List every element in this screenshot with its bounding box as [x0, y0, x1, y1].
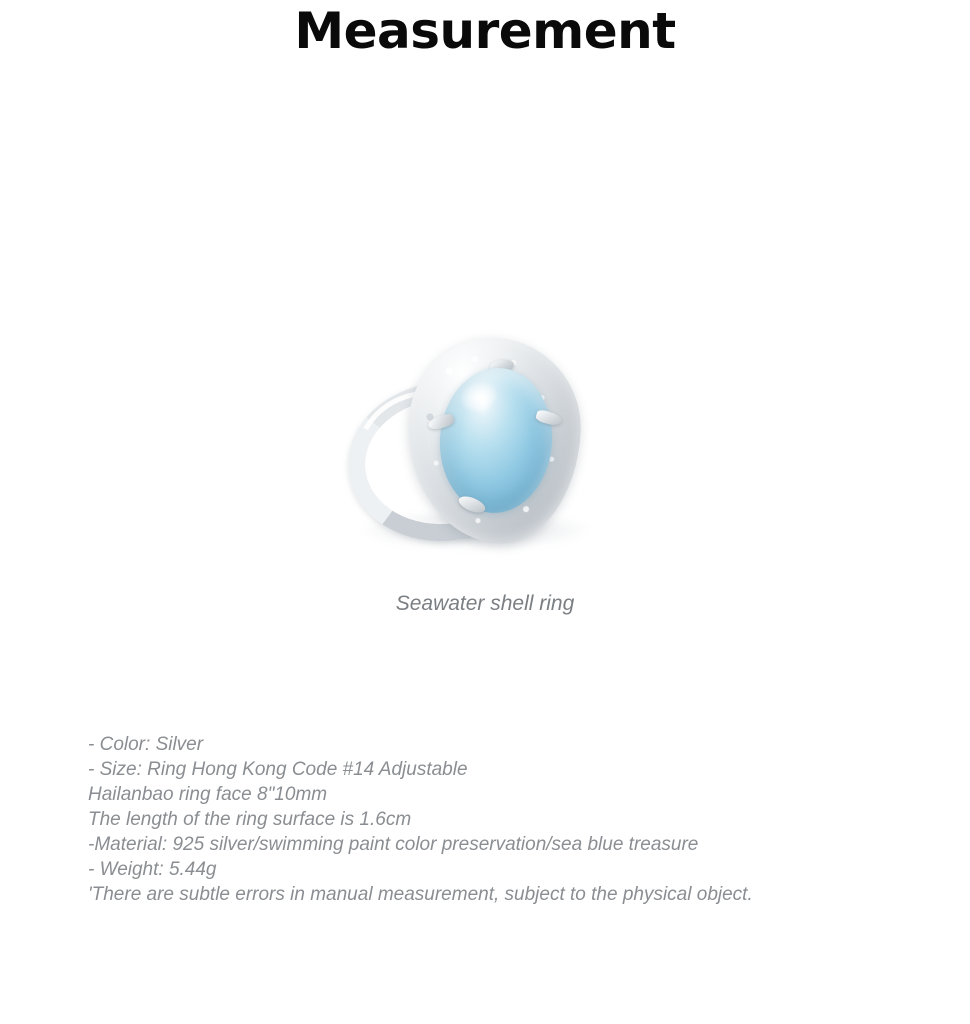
spec-line: - Color: Silver — [88, 734, 204, 755]
spec-line: -Material: 925 silver/swimming paint color preservation/sea blue treasure — [88, 834, 699, 855]
ring-illustration — [330, 320, 640, 580]
product-image — [0, 300, 970, 590]
page-title: Measurement — [294, 2, 676, 60]
specification-list — [88, 732, 928, 907]
spec-line: 'There are subtle errors in manual measurement, subject to the physical object. — [88, 884, 753, 905]
spec-line: - Weight: 5.44g — [88, 859, 217, 880]
spec-line: The length of the ring surface is 1.6cm — [88, 809, 412, 830]
product-caption: Seawater shell ring — [395, 592, 575, 615]
spec-line: - Size: Ring Hong Kong Code #14 Adjustable — [88, 759, 468, 780]
spec-line: Hailanbao ring face 8"10mm — [88, 784, 328, 805]
